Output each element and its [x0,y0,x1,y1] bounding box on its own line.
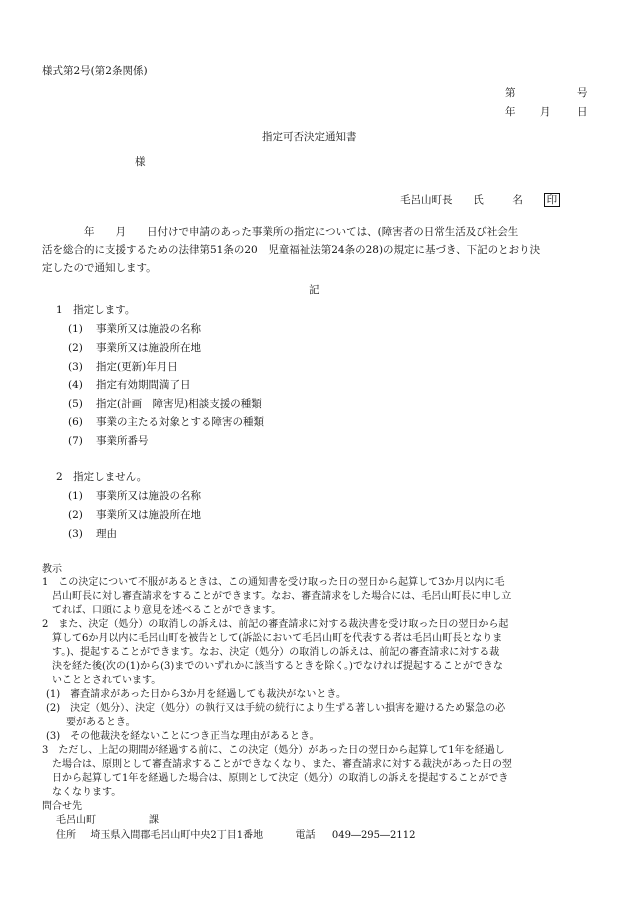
approved-item-num: (5) [68,398,83,410]
number-go: 号 [577,87,588,99]
notice-line: 決を経た後(次の(1)から(3)までのいずれかに該当するときを除く。)でなければ提起することができな [42,661,503,672]
number-dai: 第 [505,87,516,99]
contact-heading: 問合せ先 [42,801,82,812]
approved-item-label: 指定有効期間満了日 [96,379,191,391]
notice-line: 算して6か月以内に毛呂山町を被告として(訴訟において毛呂山町を代表する者は毛呂山町長となりま [42,633,503,644]
sender-shi: 氏 [473,194,484,206]
approved-heading: 1 指定します。 [56,304,136,316]
notice-line: いこととされています。 [42,675,162,686]
approved-item-num: (6) [68,416,83,428]
notice-line: た場合は、原則として審査請求することができなくなり、また、審査請求に対する裁決があった日の翌 [42,759,512,770]
notice-line: てれば、口頭により意見を述べることができます。 [42,605,282,616]
sender-block [400,193,560,208]
date-month: 月 [540,106,551,118]
sender-title: 毛呂山町長 [400,194,453,206]
approved-item-num: (2) [68,342,83,354]
address-value: 埼玉県入間郡毛呂山町中央2丁目1番地 [90,830,264,841]
ki-label: 記 [309,284,320,296]
seal-mark: 印 [544,193,561,207]
denied-heading: 2 指定しません。 [56,471,148,483]
approved-item-num: (4) [68,379,83,391]
approved-item-label: 事業所番号 [96,435,149,447]
denied-item-num: (3) [68,528,83,540]
date-year: 年 [505,106,516,118]
addressee-suffix: 様 [135,156,146,168]
denied-item-label: 事業所又は施設の名称 [96,490,201,502]
approved-item-label: 指定(更新)年月日 [96,361,178,373]
body-line-1: 年 月 日付けで申請のあった事業所の指定については、(障害者の日常生活及び社会生 [42,226,519,238]
contact-town: 毛呂山町 [56,815,96,826]
address-label: 住所 [56,830,76,841]
denied-item-num: (2) [68,509,83,521]
notice-line: 1 この決定について不服があるときは、この通知書を受け取った日の翌日から起算して3か月以内に毛 [42,577,505,588]
approved-item-num: (1) [68,323,83,335]
approved-item-label: 指定(計画 障害児)相談支援の種類 [96,398,262,410]
sender-mei: 名 [512,194,523,206]
document-title: 指定可否決定通知書 [262,131,357,143]
notice-line: (3) その他裁決を経ないことにつき正当な理由があるとき。 [46,731,320,742]
approved-item-label: 事業所又は施設の名称 [96,323,201,335]
notice-line: 3 ただし、上記の期間が経過する前に、この決定（処分）があった日の翌日から起算して1年を経過し [42,745,505,756]
denied-item-label: 理由 [96,528,117,540]
notice-line: 2 また、決定（処分）の取消しの訴えは、前記の審査請求に対する裁決書を受け取った日の翌日から起 [42,619,509,630]
denied-item-num: (1) [68,490,83,502]
notice-line: (1) 審査請求があった日から3か月を経過しても裁決がないとき。 [46,689,347,700]
notice-line: 要があるとき。 [46,717,136,728]
body-line-2: 活を総合的に支援するための法律第51条の20 児童福祉法第24条の28)の規定に基づき、下記のとおり決 [42,244,541,256]
contact-address-line [56,829,415,843]
contact-ka: 課 [149,815,159,826]
notice-line: す。)、提起することができます。なお、決定（処分）の取消しの訴えは、前記の審査請求に対する裁 [42,647,500,658]
phone-label: 電話 [295,830,316,841]
date-day: 日 [577,106,588,118]
phone-value: 049―295―2112 [331,830,416,841]
notice-line: なくなります。 [42,787,122,798]
approved-item-num: (7) [68,435,83,447]
approved-item-num: (3) [68,361,83,373]
notice-line: (2) 決定（処分）、決定（処分）の執行又は手続の続行により生ずる著しい損害を避けるため緊急の必 [46,703,506,714]
approved-item-label: 事業の主たる対象とする障害の種類 [96,416,264,428]
notice-heading: 教示 [42,564,62,575]
notice-line: 日から起算して1年を経過した場合は、原則として決定（処分）の取消しの訴えを提起することができ [42,773,509,784]
notice-line: 呂山町長に対し審査請求をすることができます。なお、審査請求をした場合には、毛呂山町長に申し立 [42,591,512,602]
approved-item-label: 事業所又は施設所在地 [96,342,201,354]
body-line-3: 定したので通知します。 [42,262,157,274]
form-id: 様式第2号(第2条関係) [42,65,148,77]
denied-item-label: 事業所又は施設所在地 [96,509,201,521]
